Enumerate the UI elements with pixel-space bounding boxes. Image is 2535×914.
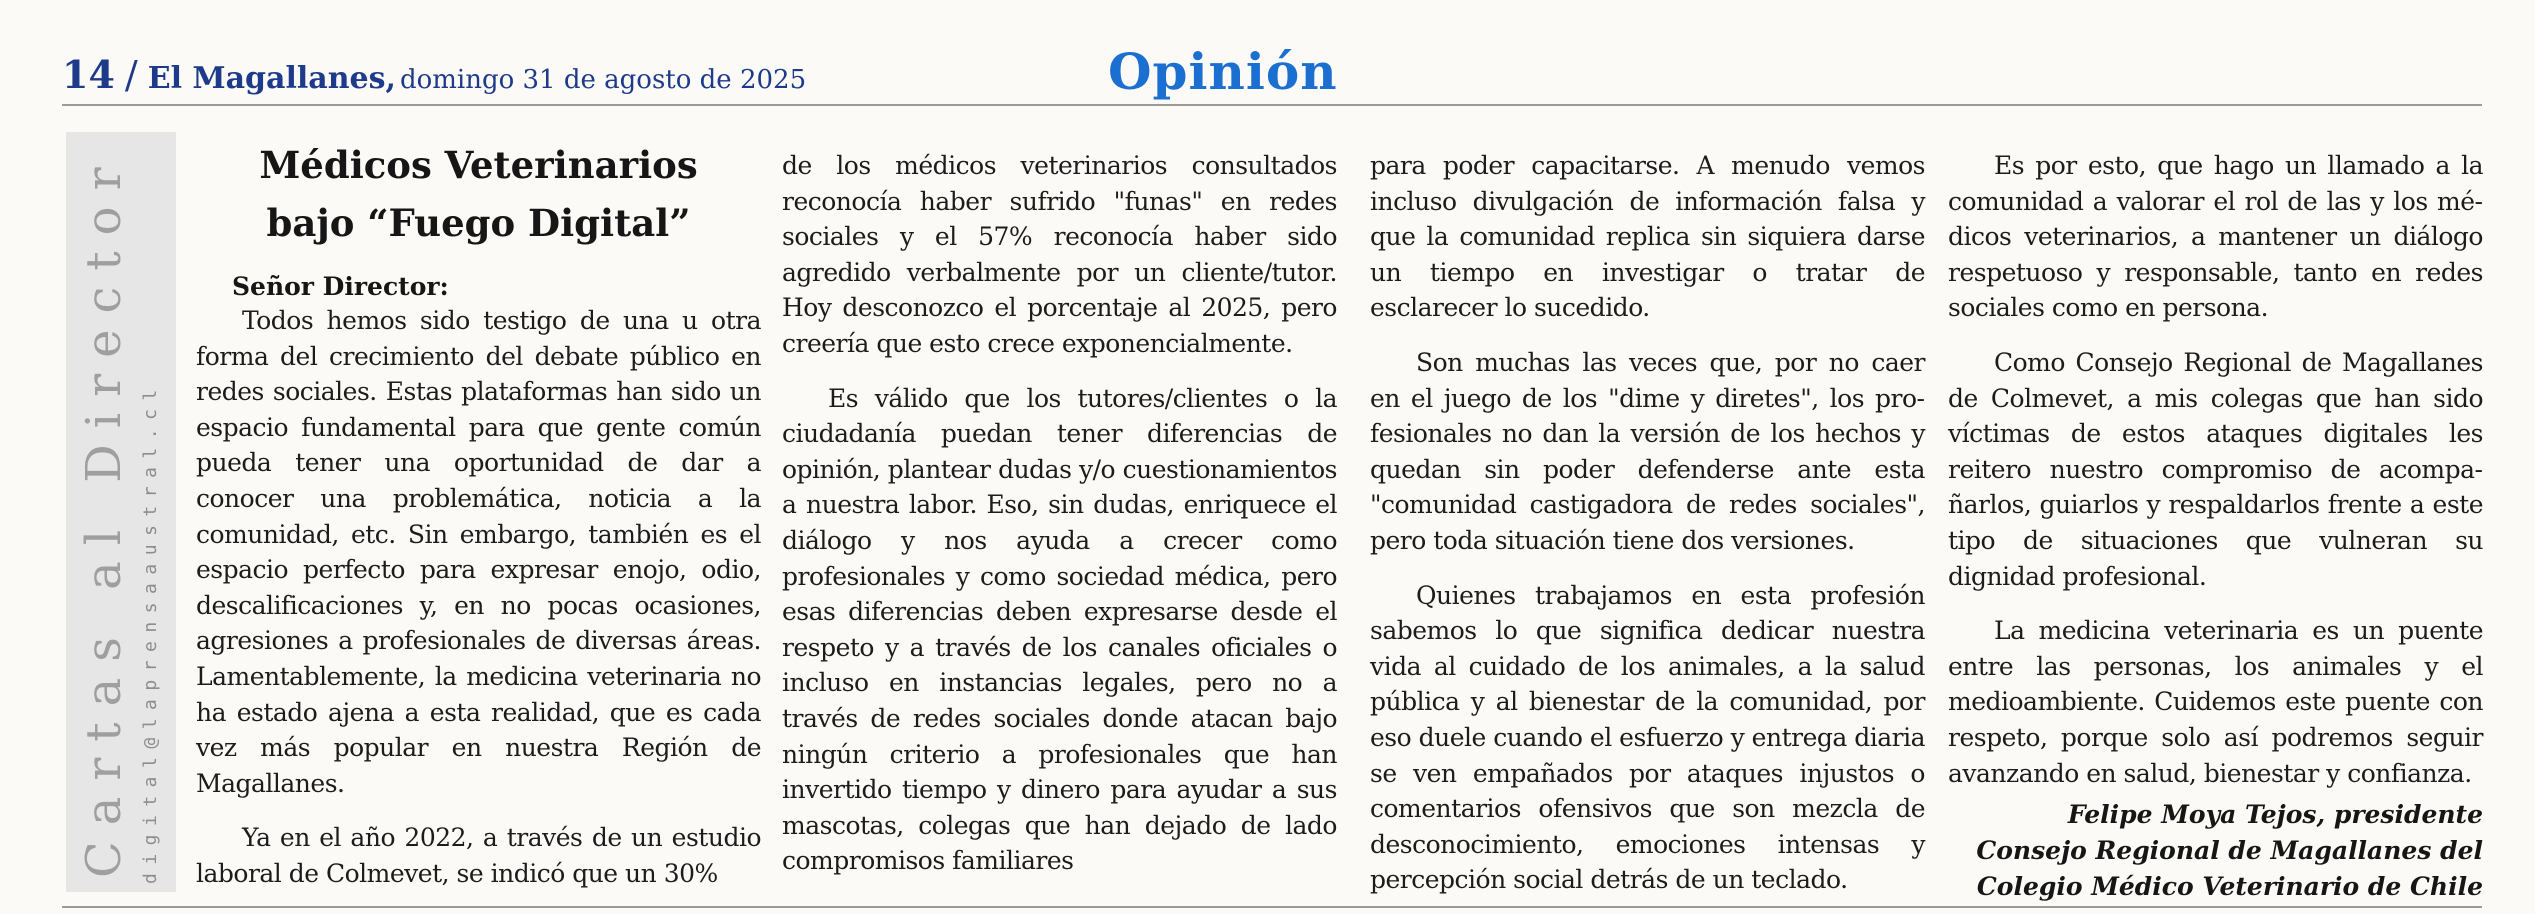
page-number: 14 xyxy=(62,52,115,97)
article-paragraph: Es por esto, que hago un llamado a la comunidad a valorar el rol de las y los médicos veterinarios, a mantener un diálogo respetuoso y responsable, tanto en redes sociales como en persona. xyxy=(1948,151,2483,323)
article-paragraph: La medicina veterinaria es un puente entre las personas, los animales y el medioambiente. Cuidemos este puente con respeto, porque solo así podremos seguir avanzando en salud, bienestar y confianza. xyxy=(1948,616,2483,788)
article-paragraph: Todos hemos sido testigo de una u otra forma del crecimiento del debate público en redes sociales. Estas plataformas han sido un espacio fundamental para que gente común pueda tener una oportunidad de dar a conocer una problemática, noticia a la comunidad, etc. Sin embargo, también es el espacio perfecto para expresar enojo, odio, descalificaciones y, en no pocas ocasiones, agresiones a profesionales de diversas áreas. Lamentablemente, la medicina veterinaria no ha estado ajena a esta realidad, que es cada vez más popular en nuestra Región de Magallanes. xyxy=(196,306,761,798)
article-paragraph: para poder capacitarse. A menudo vemos incluso divulgación de información falsa y que la comunidad replica sin siquiera darse un tiempo en investigar o tratar de esclarecer lo sucedido. xyxy=(1370,151,1925,323)
headline-line-2: bajo “Fuego Digital” xyxy=(266,201,691,245)
article-paragraph: Son muchas las veces que, por no caer en el juego de los "dime y diretes", los profesionales no dan la versión de los hechos y quedan sin poder defenderse ante esta "comunidad castigadora de redes sociales", pero toda situación tiene dos versiones. xyxy=(1370,347,1925,555)
signature-line-3: Colegio Médico Veterinario de Chile xyxy=(1976,872,2483,902)
salutation: Señor Director: xyxy=(232,272,449,301)
signature-line-1: Felipe Moya Tejos, presidente xyxy=(2067,800,2483,830)
issue-date: domingo 31 de agosto de 2025 xyxy=(399,65,807,95)
signature-line-2: Consejo Regional de Magallanes del xyxy=(1976,836,2483,866)
section-title: Opinión xyxy=(1108,42,1338,101)
folio-separator: / xyxy=(124,53,138,97)
article-column-2 xyxy=(782,148,1337,879)
sidebar-email: digital@laprensaaustral.cl xyxy=(140,381,161,884)
headline-line-1: Médicos Veterinarios xyxy=(259,143,698,187)
footer-divider xyxy=(62,906,2482,908)
newspaper-name: El Magallanes, xyxy=(147,61,396,96)
article-paragraph: de los médicos veterinarios consultados reconocía haber sufrido "funas" en redes sociales y el 57% reconocía haber sido agredido verbalmente por un cliente/tutor. Hoy desconozco el porcentaje al 2025, pero creería que esto crece exponencialmente. xyxy=(782,151,1337,358)
sidebar-section-label: Cartas al Director xyxy=(76,151,132,878)
article-column-3 xyxy=(1370,148,1925,898)
article-column-4 xyxy=(1948,148,2483,905)
header-divider xyxy=(62,104,2482,106)
article-column-1 xyxy=(196,303,761,892)
folio xyxy=(62,52,806,100)
article-paragraph: Quienes trabajamos en esta profesión sabemos lo que significa dedicar nuestra vida al cuidado de los animales, a la salud pública y al bienestar de la comunidad, por eso duele cuando el esfuerzo y entrega diaria se ven empañados por ataques injustos o comentarios ofensivos que son mezcla de desconocimiento, emociones intensas y percepción social detrás de un teclado. xyxy=(1370,580,1925,895)
article-paragraph: Como Consejo Regional de Magallanes de Colmevet, a mis colegas que han sido víctimas de estos ataques digitales les reitero nuestro compromiso de acompañarlos, guiarlos y respaldarlos frente a este tipo de situaciones que vulneran su dignidad profesional. xyxy=(1948,347,2483,591)
page-header xyxy=(0,0,2535,100)
author-signature xyxy=(1948,797,2483,905)
article-headline xyxy=(196,136,761,252)
article-paragraph: Ya en el año 2022, a través de un estudio laboral de Colmevet, se indicó que un 30% xyxy=(196,823,761,888)
article-paragraph: Es válido que los tutores/clientes o la ciudadanía puedan tener diferencias de opinión, plantear dudas y/o cuestionamientos a nuestra labor. Eso, sin dudas, enriquece el diálogo y nos ayuda a crecer como profesionales y como sociedad médica, pero esas diferencias deben expresarse desde el respeto y a través de los canales oficiales o incluso en instancias legales, pero no a través de redes sociales donde atacan bajo ningún criterio a profesionales que han invertido tiempo y dinero para ayudar a sus mascotas, colegas que han dejado de lado compromisos familiares xyxy=(782,383,1337,876)
